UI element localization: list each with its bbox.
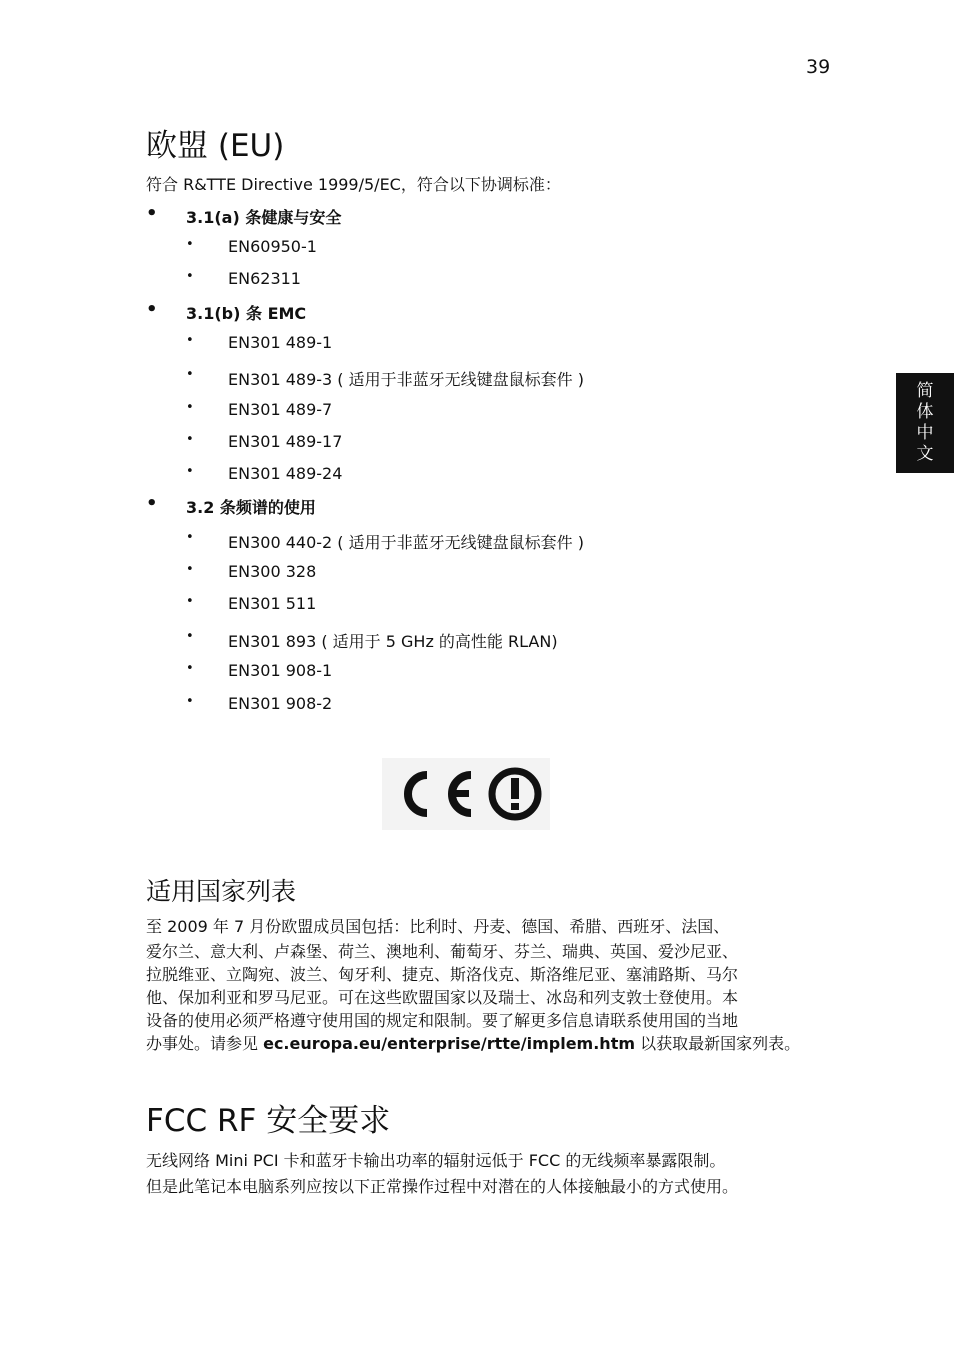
bullet-icon: • [186, 530, 194, 545]
group-label: 3.1(b) 条 EMC [186, 304, 307, 323]
group-label: 3.1(a) 条健康与安全 [186, 208, 342, 227]
bullet-icon: • [186, 269, 194, 284]
fcc-line: 无线网络 Mini PCI 卡和蓝牙卡输出功率的辐射远低于 FCC 的无线频率暴露限制。 [146, 1151, 726, 1170]
bullet-icon: • [186, 333, 194, 348]
bullet-icon: • [186, 367, 194, 382]
countries-heading: 适用国家列表 [146, 877, 297, 906]
bullet-icon: • [186, 661, 194, 676]
bullet-icon: • [186, 464, 194, 479]
ce-alert-mark [382, 758, 550, 830]
fcc-line: 但是此笔记本电脑系列应按以下正常操作过程中对潜在的人体接触最小的方式使用。 [146, 1177, 739, 1196]
eu-heading: 欧盟 (EU) [146, 128, 285, 164]
bullet-icon: • [186, 629, 194, 644]
countries-line: 他、保加利亚和罗马尼亚。可在这些欧盟国家以及瑞士、冰岛和列支敦士登使用。本 [146, 988, 739, 1007]
countries-line: 爱尔兰、意大利、卢森堡、荷兰、澳地利、葡萄牙、芬兰、瑞典、英国、爱沙尼亚、 [146, 942, 739, 961]
bullet-icon: • [186, 562, 194, 577]
countries-line: 拉脱维亚、立陶宛、波兰、匈牙利、捷克、斯洛伐克、斯洛维尼亚、塞浦路斯、马尔 [146, 965, 739, 984]
eu-intro: 符合 R&TTE Directive 1999/5/EC，符合以下协调标准： [146, 175, 561, 194]
bullet-icon: • [186, 400, 194, 415]
countries-line: 办事处。请参见 ec.europa.eu/enterprise/rtte/implem.htm 以获取最新国家列表。 [146, 1034, 801, 1053]
language-tab-char: 文 [916, 444, 934, 464]
countries-line: 至 2009 年 7 月份欧盟成员国包括：比利时、丹麦、德国、希腊、西班牙、法国、 [146, 917, 730, 936]
ce-alert-mark-icon [382, 758, 550, 830]
language-tab [896, 373, 954, 473]
bullet-icon: • [186, 432, 194, 447]
language-tab-char: 体 [916, 402, 934, 422]
language-tab-char: 简 [916, 381, 934, 401]
bullet-icon: • [146, 299, 158, 320]
bullet-icon: • [186, 237, 194, 252]
eu-link[interactable]: ec.europa.eu/enterprise/rtte/implem.htm [263, 1034, 636, 1053]
language-tab-char: 中 [916, 423, 934, 443]
page-number: 39 [806, 56, 831, 78]
bullet-icon: • [146, 493, 158, 514]
bullet-icon: • [186, 694, 194, 709]
bullet-icon: • [186, 594, 194, 609]
bullet-icon: • [146, 203, 158, 224]
fcc-heading: FCC RF 安全要求 [146, 1103, 391, 1139]
group-label: 3.2 条频谱的使用 [186, 498, 316, 517]
countries-line: 设备的使用必须严格遵守使用国的规定和限制。要了解更多信息请联系使用国的当地 [146, 1011, 739, 1030]
